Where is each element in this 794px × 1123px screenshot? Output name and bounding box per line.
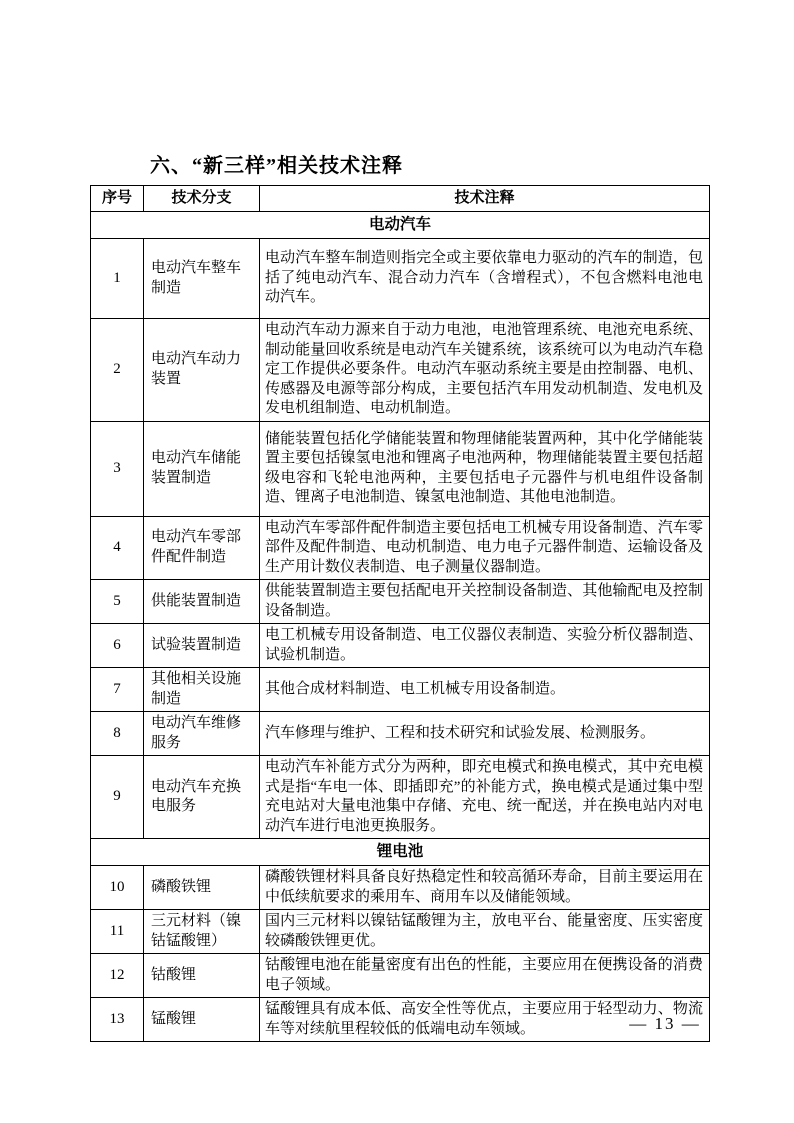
row-branch: 钴酸锂 — [144, 954, 260, 998]
page-title: 六、“新三样”相关技术注释 — [150, 155, 403, 177]
page-number: — 13 — — [629, 1014, 701, 1033]
row-note: 储能装置包括化学储能装置和物理储能装置两种，其中化学储能装置主要包括镍氢电池和锂离子电池两种，物理储能装置主要包括超级电容和飞轮电池两种，主要包括电子元器件与机电组件设备制造、锂离子电池制造、镍氢电池制造、其他电池制造。 — [260, 421, 710, 516]
table-row — [91, 319, 710, 422]
row-branch: 电动汽车整车制造 — [144, 239, 260, 319]
table-row — [91, 516, 710, 580]
table-header-row — [91, 186, 710, 212]
table-row — [91, 239, 710, 319]
column-header-branch: 技术分支 — [144, 186, 260, 212]
table-row — [91, 421, 710, 516]
row-no: 4 — [91, 516, 144, 580]
row-note: 其他合成材料制造、电工机械专用设备制造。 — [260, 668, 710, 712]
section-title: 电动汽车 — [91, 212, 710, 239]
row-note: 电动汽车零部件配件制造主要包括电工机械专用设备制造、汽车零部件及配件制造、电动机制造、电力电子元器件制造、运输设备及生产用计数仪表制造、电子测量仪器制造。 — [260, 516, 710, 580]
column-header-no: 序号 — [91, 186, 144, 212]
row-note: 电动汽车补能方式分为两种，即充电模式和换电模式，其中充电模式是指“车电一体、即插即充”的补能方式，换电模式是通过集中型充电站对大量电池集中存储、充电、统一配送，并在换电站内对电动汽车进行电池更换服务。 — [260, 756, 710, 839]
row-note: 电动汽车动力源来自于动力电池，电池管理系统、电池充电系统、制动能量回收系统是电动汽车关键系统，该系统可以为电动汽车稳定工作提供必要条件。电动汽车驱动系统主要是由控制器、电机、传感器及电源等部分构成，主要包括汽车用发动机制造、发电机及发电机组制造、电动机制造。 — [260, 319, 710, 422]
row-no: 3 — [91, 421, 144, 516]
tech-notes-table — [90, 185, 710, 1042]
column-header-note: 技术注释 — [260, 186, 710, 212]
section-header-ev — [91, 212, 710, 239]
row-note: 锰酸锂具有成本低、高安全性等优点，主要应用于轻型动力、物流车等对续航里程较低的低端电动车领域。 — [260, 998, 710, 1042]
row-no: 7 — [91, 668, 144, 712]
row-no: 2 — [91, 319, 144, 422]
row-note: 钴酸锂电池在能量密度有出色的性能，主要应用在便携设备的消费电子领域。 — [260, 954, 710, 998]
table-row — [91, 866, 710, 910]
row-no: 13 — [91, 998, 144, 1042]
row-branch: 电动汽车零部件配件制造 — [144, 516, 260, 580]
row-note: 国内三元材料以镍钴锰酸锂为主，放电平台、能量密度、压实密度较磷酸铁锂更优。 — [260, 910, 710, 954]
row-note: 汽车修理与维护、工程和技术研究和试验发展、检测服务。 — [260, 712, 710, 756]
row-no: 5 — [91, 580, 144, 624]
table-row — [91, 712, 710, 756]
table-row — [91, 910, 710, 954]
row-branch: 电动汽车维修服务 — [144, 712, 260, 756]
row-no: 11 — [91, 910, 144, 954]
row-branch: 电动汽车充换电服务 — [144, 756, 260, 839]
row-no: 12 — [91, 954, 144, 998]
row-branch: 磷酸铁锂 — [144, 866, 260, 910]
section-title: 锂电池 — [91, 839, 710, 866]
table-row — [91, 954, 710, 998]
row-note: 供能装置制造主要包括配电开关控制设备制造、其他输配电及控制设备制造。 — [260, 580, 710, 624]
row-branch: 锰酸锂 — [144, 998, 260, 1042]
row-branch: 三元材料（镍钴锰酸锂） — [144, 910, 260, 954]
table-row — [91, 580, 710, 624]
row-branch: 其他相关设施制造 — [144, 668, 260, 712]
row-no: 10 — [91, 866, 144, 910]
row-note: 磷酸铁锂材料具备良好热稳定性和较高循环寿命，目前主要运用在中低续航要求的乘用车、商用车以及储能领域。 — [260, 866, 710, 910]
row-no: 1 — [91, 239, 144, 319]
row-branch: 电动汽车储能装置制造 — [144, 421, 260, 516]
row-branch: 供能装置制造 — [144, 580, 260, 624]
row-note: 电工机械专用设备制造、电工仪器仪表制造、实验分析仪器制造、试验机制造。 — [260, 624, 710, 668]
row-branch: 试验装置制造 — [144, 624, 260, 668]
table-row — [91, 756, 710, 839]
row-note: 电动汽车整车制造则指完全或主要依靠电力驱动的汽车的制造，包括了纯电动汽车、混合动力汽车（含增程式），不包含燃料电池电动汽车。 — [260, 239, 710, 319]
table-row — [91, 624, 710, 668]
row-branch: 电动汽车动力装置 — [144, 319, 260, 422]
row-no: 6 — [91, 624, 144, 668]
row-no: 9 — [91, 756, 144, 839]
table-row — [91, 668, 710, 712]
section-header-battery — [91, 839, 710, 866]
row-no: 8 — [91, 712, 144, 756]
